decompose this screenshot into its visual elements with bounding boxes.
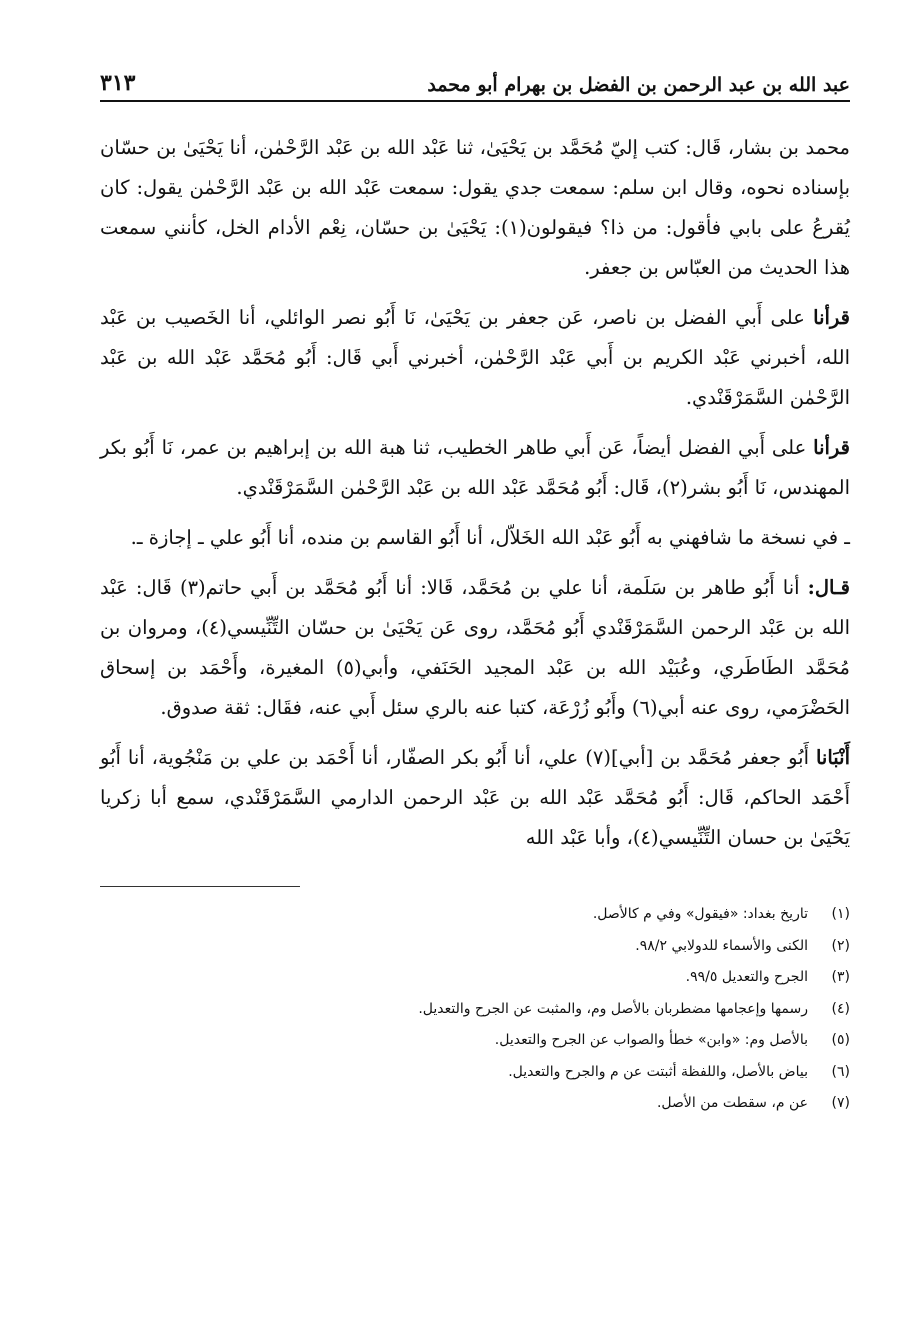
footnote-text: بياض بالأصل، واللفظة أثبتت عن م والجرح والتعديل. xyxy=(508,1063,808,1080)
paragraph-lead: قرأنا xyxy=(813,306,850,329)
footnotes xyxy=(100,899,850,1120)
footnote-text: الجرح والتعديل ٩٩/٥. xyxy=(685,969,808,985)
paragraph-lead: قرأنا xyxy=(813,436,850,459)
footnote-text: عن م، سقطت من الأصل. xyxy=(656,1095,808,1111)
paragraph xyxy=(100,738,850,858)
footnote-number: (٧) xyxy=(831,1095,850,1111)
footnote-item xyxy=(100,1025,850,1057)
paragraph xyxy=(100,298,850,418)
footnote-number: (٦) xyxy=(831,1063,850,1080)
paragraph xyxy=(100,518,850,558)
paragraph xyxy=(100,128,850,288)
book-page xyxy=(100,56,850,1120)
paragraph-text: على أَبي الفضل بن ناصر، عَن جعفر بن يَحْيَىٰ، نَا أَبُو نصر الوائلي، أنا الخَصيب بن عَبْد الله، أخبرني عَبْد الكريم بن أَبي عَبْد الرَّحْمٰن، أخبرني أَبي قَال: أَبُو مُحَمَّد عَبْد الله بن عَبْد الرَّحْمٰن السَّمَرْقَنْدي. xyxy=(100,306,850,409)
header-title: عبد الله بن عبد الرحمن بن الفضل بن بهرام أبو محمد xyxy=(427,74,850,96)
footnote-text: تاريخ بغداد: «فيقول» وفي م كالأصل. xyxy=(592,906,808,922)
footnote-item xyxy=(100,931,850,963)
footnote-item xyxy=(100,1057,850,1089)
paragraph-text: محمد بن بشار، قَال: كتب إليّ مُحَمَّد بن يَحْيَىٰ، ثنا عَبْد الله بن عَبْد الرَّحْمٰن، أنا يَحْيَىٰ بن حسّان بإسناده نحوه، وقال ابن سلم: سمعت جدي يقول: سمعت عَبْد الله بن عَبْد الرَّحْمٰن يقول: كان يُقرعُ على بابي فأقول: من ذا؟ فيقولون(١): يَحْيَىٰ بن حسّان، نِعْم الأدام الخل، كأنني سمعت هذا الحديث من العبّاس بن جعفر. xyxy=(100,136,850,279)
footnote-text: بالأصل وم: «وابن» خطأ والصواب عن الجرح والتعديل. xyxy=(494,1032,808,1048)
footnote-item xyxy=(100,994,850,1026)
footnote-separator xyxy=(100,886,300,887)
footnote-number: (٥) xyxy=(831,1032,850,1048)
page-number: ٣١٣ xyxy=(100,70,136,96)
paragraph-text: ـ في نسخة ما شافهني به أَبُو عَبْد الله الخَلاّل، أنا أَبُو القاسم بن منده، أنا أَبُو علي ـ إجازة ـ. xyxy=(130,526,850,549)
footnote-text: رسمها وإعجامها مضطربان بالأصل وم، والمثبت عن الجرح والتعديل. xyxy=(418,1000,808,1017)
paragraph-text: أنا أَبُو طاهر بن سَلَمة، أنا علي بن مُحَمَّد، قَالا: أنا أَبُو مُحَمَّد بن أَبي حاتم(٣) قَال: عَبْد الله بن عَبْد الرحمن السَّمَرْقَنْدي أَبُو مُحَمَّد، روى عَن يَحْيَىٰ بن حسّان التِّنِّيسي(٤)، ومروان بن مُحَمَّد الطَاطَري، وعُبَيْد الله بن عَبْد المجيد الحَنَفي، وأبي(٥) المغيرة، وأَحْمَد بن إسحاق الحَضْرَمي، روى عنه أبي(٦) وأَبُو زُرْعَة، كتبا عنه بالري سئل أَبي عنه، فقَال: ثقة صدوق. xyxy=(100,576,850,719)
paragraph-lead: قـال: xyxy=(807,576,850,599)
footnote-text: الكنى والأسماء للدولابي ٩٨/٢. xyxy=(635,937,808,954)
footnote-number: (٢) xyxy=(831,937,850,954)
paragraph-text: على أَبي الفضل أيضاً، عَن أَبي طاهر الخطيب، ثنا هبة الله بن إبراهيم بن عمر، نَا أَبُو بكر المهندس، نَا أَبُو بشر(٢)، قَال: أَبُو مُحَمَّد عَبْد الله بن عَبْد الرَّحْمٰن السَّمَرْقَنْدي. xyxy=(100,436,850,499)
footnote-number: (٤) xyxy=(831,1000,850,1017)
footnote-item xyxy=(100,962,850,994)
footnote-number: (٣) xyxy=(831,969,850,985)
footnote-number: (١) xyxy=(831,906,850,922)
paragraph xyxy=(100,428,850,508)
footnote-item xyxy=(100,899,850,931)
paragraph xyxy=(100,568,850,728)
footnote-item xyxy=(100,1088,850,1120)
main-text xyxy=(100,128,850,858)
paragraph-text: أَبُو جعفر مُحَمَّد بن [أبي](٧) علي، أنا أَبُو بكر الصفّار، أنا أَحْمَد بن علي بن مَنْجُوية، أنا أَبُو أَحْمَد الحاكم، قَال: أَبُو مُحَمَّد عَبْد الله بن عَبْد الرحمن الدارمي السَّمَرْقَنْدي، سمع أبا زكريا يَحْيَىٰ بن حسان التِّنِّيسي(٤)، وأبا عَبْد الله xyxy=(100,746,850,849)
running-header xyxy=(100,56,850,102)
paragraph-lead: أَنْبَانا xyxy=(815,746,851,769)
